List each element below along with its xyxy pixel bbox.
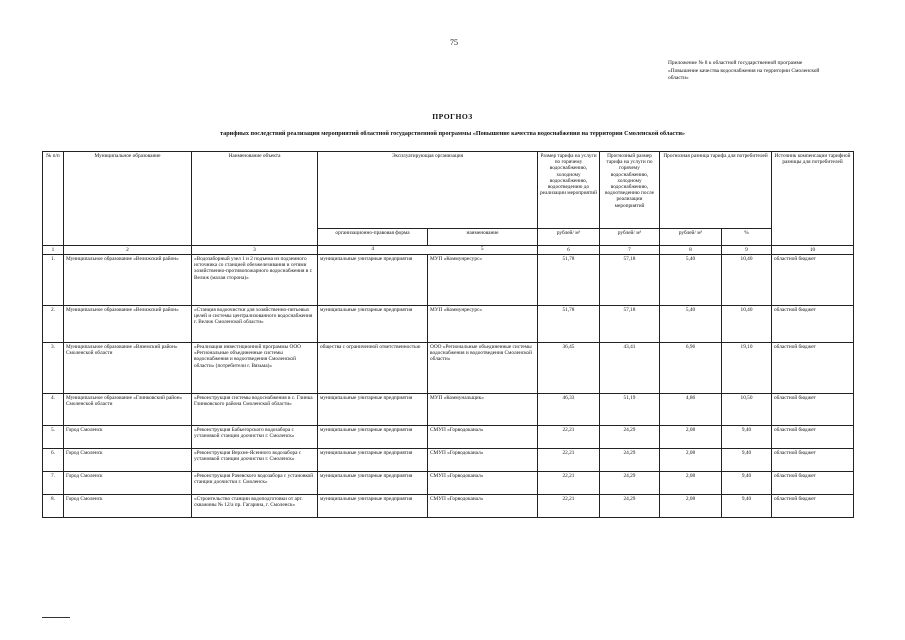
percent-cell: 10,40 [722, 255, 772, 306]
org-name-cell: ООО «Региональные объединенные системы водоснабжения и водоотведения Смоленской области» [428, 343, 538, 394]
difference-cell: 2,08 [660, 449, 722, 472]
org-name-cell: МУП «Коммунресурс» [428, 255, 538, 306]
header-num: № п/п [43, 152, 64, 246]
row-number: 4. [43, 394, 64, 426]
object-cell: «Водозаборный узел 1 и 2 подъема из подземного источника со станцией обезжелезивания и сетями хозяйственно-противопожарного водоснабжения в г. Велиж (малая сторона)» [192, 255, 318, 306]
col-number: 6 [538, 246, 600, 255]
row-number: 6. [43, 449, 64, 472]
document-title: ПРОГНОЗ [432, 112, 473, 121]
difference-cell: 2,08 [660, 472, 722, 495]
tariff-after-cell: 24,29 [600, 495, 660, 518]
tariff-before-cell: 36,45 [538, 343, 600, 394]
column-number-row [43, 246, 854, 255]
legal-form-cell: муниципальные унитарные предприятия [318, 472, 428, 495]
legal-form-cell: муниципальные унитарные предприятия [318, 394, 428, 426]
legal-form-cell: муниципальные унитарные предприятия [318, 426, 428, 449]
difference-cell: 4,86 [660, 394, 722, 426]
tariff-after-cell: 43,41 [600, 343, 660, 394]
municipality-cell: Муниципальное образование «Велижский район» [64, 306, 192, 343]
header-legal-form: организационно-правовая форма [318, 229, 428, 246]
table-row [43, 472, 854, 495]
header-unit-diff: рублей/ м³ [660, 229, 722, 246]
tariff-after-cell: 51,19 [600, 394, 660, 426]
tariff-before-cell: 22,21 [538, 472, 600, 495]
tariff-before-cell: 22,21 [538, 449, 600, 472]
municipality-cell: Муниципальное образование «Вяземский район» Смоленской области [64, 343, 192, 394]
tariff-before-cell: 51,78 [538, 255, 600, 306]
col-number: 9 [722, 246, 772, 255]
tariff-table [42, 151, 854, 518]
header-org-name: наименование [428, 229, 538, 246]
table-row [43, 306, 854, 343]
appendix-note: Приложение № 8 к областной государственной программе «Повышение качества водоснабжения на территории Смоленской области» [668, 60, 820, 82]
col-number: 8 [660, 246, 722, 255]
municipality-cell: Город Смоленск [64, 472, 192, 495]
object-cell: «Реконструкция системы водоснабжения в с. Глинка Глинковского района Смоленской области» [192, 394, 318, 426]
tariff-after-cell: 57,18 [600, 306, 660, 343]
tariff-before-cell: 46,33 [538, 394, 600, 426]
header-difference: Прогнозная разница тарифа для потребителей [660, 152, 772, 229]
org-name-cell: СМУП «Горводоканал» [428, 426, 538, 449]
header-operator: Эксплуатирующая организация [318, 152, 538, 229]
document-subtitle: тарифных последствий реализации мероприятий областной государственной программы «Повышение качества водоснабжения на территории Смоленской области» [220, 130, 685, 137]
source-cell: областной бюджет [772, 306, 854, 343]
table-row [43, 449, 854, 472]
table-row [43, 343, 854, 394]
org-name-cell: СМУП «Горводоканал» [428, 495, 538, 518]
source-cell: областной бюджет [772, 255, 854, 306]
col-number: 1 [43, 246, 64, 255]
tariff-before-cell: 51,78 [538, 306, 600, 343]
tariff-before-cell: 22,21 [538, 495, 600, 518]
col-number: 3 [192, 246, 318, 255]
header-municipality: Муниципальное образование [64, 152, 192, 246]
table-row [43, 394, 854, 426]
object-cell: «Реконструкция Верхне-Ясенного водозабора с установкой станции доочистки г. Смоленск» [192, 449, 318, 472]
row-number: 5. [43, 426, 64, 449]
page-number: 75 [450, 38, 458, 47]
col-number [318, 246, 538, 255]
legal-form-cell: муниципальные унитарные предприятия [318, 449, 428, 472]
row-number: 2. [43, 306, 64, 343]
col-number: 5 [480, 246, 484, 252]
difference-cell: 5,40 [660, 255, 722, 306]
legal-form-cell: общества с ограниченной ответственностью [318, 343, 428, 394]
tariff-after-cell: 24,29 [600, 472, 660, 495]
percent-cell: 9,40 [722, 472, 772, 495]
source-cell: областной бюджет [772, 394, 854, 426]
difference-cell: 2,08 [660, 495, 722, 518]
org-name-cell: СМУП «Горводоканал» [428, 472, 538, 495]
percent-cell: 9,40 [722, 495, 772, 518]
row-number: 8. [43, 495, 64, 518]
object-cell: «Станция водоочистки для хозяйственно-питьевых целей и системы централизованного водоснабжения г. Велиж Смоленской области» [192, 306, 318, 343]
col-number: 7 [600, 246, 660, 255]
object-cell: «Реализация инвестиционной программы ООО «Региональные объединенные системы водоснабжения и водоотведения Смоленской области» (потребители г. Вязьма)» [192, 343, 318, 394]
legal-form-cell: муниципальные унитарные предприятия [318, 495, 428, 518]
source-cell: областной бюджет [772, 495, 854, 518]
tariff-after-cell: 24,29 [600, 426, 660, 449]
header-unit-after: рублей/ м³ [600, 229, 660, 246]
table-row [43, 255, 854, 306]
municipality-cell: Город Смоленск [64, 426, 192, 449]
source-cell: областной бюджет [772, 343, 854, 394]
header-unit-before: рублей/ м³ [538, 229, 600, 246]
header-tariff-after: Прогнозный размер тарифа на услуги по горячему водоснабжению, холодному водоснабжению, водоотведению после реализации мероприятий [600, 152, 660, 229]
percent-cell: 9,40 [722, 449, 772, 472]
footnote-line [42, 617, 70, 618]
legal-form-cell: муниципальные унитарные предприятия [318, 306, 428, 343]
row-number: 1. [43, 255, 64, 306]
source-cell: областной бюджет [772, 449, 854, 472]
municipality-cell: Город Смоленск [64, 495, 192, 518]
percent-cell: 10,50 [722, 394, 772, 426]
source-cell: областной бюджет [772, 472, 854, 495]
table-row [43, 495, 854, 518]
header-object: Наименование объекта [192, 152, 318, 246]
org-name-cell: МУП «Коммунресурс» [428, 306, 538, 343]
col-number: 4 [371, 246, 375, 252]
percent-cell: 19,10 [722, 343, 772, 394]
tariff-before-cell: 22,21 [538, 426, 600, 449]
municipality-cell: Муниципальное образование «Глинковский район» Смоленской области [64, 394, 192, 426]
difference-cell: 6,96 [660, 343, 722, 394]
table-row [43, 426, 854, 449]
tariff-after-cell: 57,18 [600, 255, 660, 306]
header-percent: % [722, 229, 772, 246]
org-name-cell: СМУП «Горводоканал» [428, 449, 538, 472]
difference-cell: 2,08 [660, 426, 722, 449]
header-tariff-before: Размер тарифа на услуги по горячему водоснабжению, холодному водоснабжению, водоотведению до реализации мероприятий [538, 152, 600, 229]
header-source: Источник компенсации тарифной разницы для потребителей [772, 152, 854, 246]
row-number: 3. [43, 343, 64, 394]
municipality-cell: Муниципальное образование «Велижский район» [64, 255, 192, 306]
col-number: 10 [772, 246, 854, 255]
col-number: 2 [64, 246, 192, 255]
legal-form-cell: муниципальные унитарные предприятия [318, 255, 428, 306]
object-cell: «Реконструкция Бабьегорского водозабора с установкой станции доочистки г. Смоленск» [192, 426, 318, 449]
tariff-after-cell: 24,29 [600, 449, 660, 472]
header-row [43, 152, 854, 229]
percent-cell: 10,40 [722, 306, 772, 343]
object-cell: «Строительство станции водоподготовки от арт. скважины № 12/а пр. Гагарина, г. Смоленск» [192, 495, 318, 518]
org-name-cell: МУП «Коммунальщик» [428, 394, 538, 426]
row-number: 7. [43, 472, 64, 495]
municipality-cell: Город Смоленск [64, 449, 192, 472]
source-cell: областной бюджет [772, 426, 854, 449]
difference-cell: 5,40 [660, 306, 722, 343]
percent-cell: 9,40 [722, 426, 772, 449]
object-cell: «Реконструкция Рачевского водозабора с установкой станции доочистки г. Смоленск» [192, 472, 318, 495]
